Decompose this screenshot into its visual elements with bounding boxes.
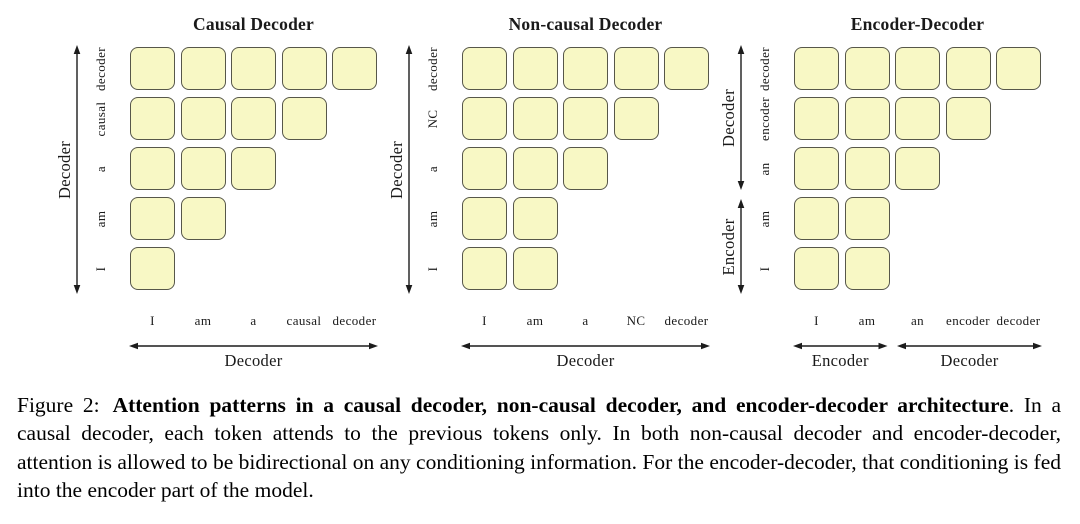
- row-token-label: am: [757, 210, 772, 227]
- row-token-label: an: [757, 161, 772, 176]
- arrowhead-down-icon: [74, 285, 81, 294]
- arrowhead-left-icon: [129, 343, 138, 350]
- col-token-label: am: [858, 313, 876, 328]
- arrowhead-right-icon: [1033, 343, 1042, 350]
- arrowhead-left-icon: [461, 343, 470, 350]
- arrowhead-right-icon: [701, 343, 710, 350]
- caption-bold-text: Attention patterns in a causal decoder, non-causal decoder, and encoder-decoder architecture: [112, 393, 1009, 417]
- arrowhead-up-icon: [74, 45, 81, 54]
- caption-text: . In a causal decoder, each token attends to the previous tokens only. In both non-causal decoder and encoder-decoder, attention is allowed to be bidirectional on any conditioning information. For the encoder-decoder, that conditioning is fed into the encoder part of the model.: [17, 393, 1062, 503]
- row-token-label: I: [425, 266, 440, 271]
- arrowhead-down-icon: [738, 181, 745, 190]
- y-axis-label: Decoder: [387, 140, 406, 199]
- x-axis-label: Decoder: [940, 351, 999, 370]
- col-token-label: am: [194, 313, 212, 328]
- y-axis-label: Encoder: [719, 217, 738, 276]
- row-token-label: I: [757, 266, 772, 271]
- row-token-label: a: [425, 165, 440, 172]
- col-token-label: decoder: [664, 313, 709, 328]
- arrowhead-left-icon: [793, 343, 802, 350]
- row-token-label: encoder: [757, 96, 772, 141]
- col-token-label: a: [250, 313, 257, 328]
- col-token-label: an: [910, 313, 925, 328]
- y-axis-label: Decoder: [55, 140, 74, 199]
- arrowhead-down-icon: [406, 285, 413, 294]
- panel-title: Causal Decoder: [193, 14, 314, 34]
- y-axis-label: Decoder: [719, 88, 738, 147]
- panel-title: Non-causal Decoder: [508, 14, 663, 34]
- arrowhead-down-icon: [738, 285, 745, 294]
- x-axis-label: Decoder: [556, 351, 615, 370]
- arrowhead-left-icon: [897, 343, 906, 350]
- panel-title: Encoder-Decoder: [850, 14, 985, 34]
- arrowhead-up-icon: [406, 45, 413, 54]
- row-token-label: NC: [425, 109, 440, 128]
- row-token-label: a: [93, 165, 108, 172]
- row-token-label: decoder: [425, 46, 440, 91]
- arrowhead-up-icon: [738, 45, 745, 54]
- col-token-label: I: [814, 313, 819, 328]
- caption-figure-label: Figure 2:: [17, 393, 100, 417]
- col-token-label: I: [150, 313, 155, 328]
- col-token-label: encoder: [946, 313, 990, 328]
- col-token-label: NC: [626, 313, 646, 328]
- x-axis-label: Decoder: [224, 351, 283, 370]
- x-axis-label: Encoder: [811, 351, 869, 370]
- col-token-label: a: [582, 313, 589, 328]
- arrowhead-right-icon: [369, 343, 378, 350]
- row-token-label: decoder: [757, 46, 772, 91]
- row-token-label: am: [93, 210, 108, 227]
- figure-caption: [17, 391, 1061, 505]
- row-token-label: I: [93, 266, 108, 271]
- row-token-label: decoder: [93, 46, 108, 91]
- arrowhead-right-icon: [879, 343, 888, 350]
- col-token-label: decoder: [996, 313, 1041, 328]
- col-token-label: I: [482, 313, 487, 328]
- row-token-label: causal: [93, 101, 108, 136]
- col-token-label: am: [526, 313, 544, 328]
- col-token-label: decoder: [332, 313, 377, 328]
- arrowhead-up-icon: [738, 199, 745, 208]
- col-token-label: causal: [286, 313, 322, 328]
- row-token-label: am: [425, 210, 440, 227]
